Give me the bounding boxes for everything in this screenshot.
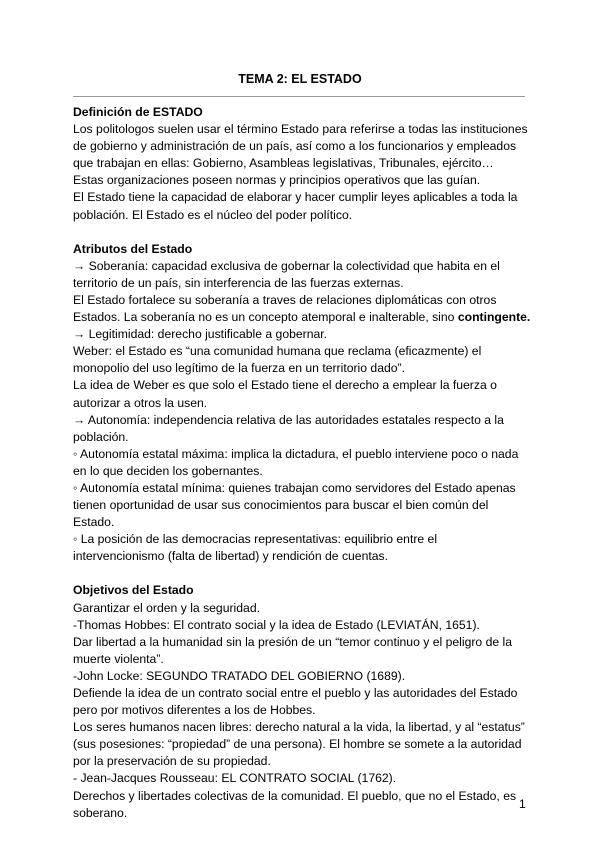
document-title: TEMA 2: EL ESTADO	[238, 72, 362, 86]
paragraph-line: Dar libertad a la humanidad sin la presión de un “temor continuo y el peligro de la	[73, 634, 513, 649]
paragraph-line: El Estado fortalece su soberanía a traves de relaciones diplomáticas con otros	[73, 292, 497, 307]
paragraph-line: → Soberanía: capacidad exclusiva de gobernar la colectividad que habita en el	[73, 258, 500, 273]
page-number: 1	[519, 797, 526, 811]
paragraph-line: pero por motivos diferentes a los de Hobbes.	[73, 703, 316, 718]
paragraph-line: que trabajan en ellas: Gobierno, Asambleas legislativas, Tribunales, ejército…	[73, 156, 494, 171]
paragraph-line: territorio de un país, sin interferencia de las fuerzas externas.	[73, 275, 404, 290]
section-heading-objetivos: Objetivos del Estado	[73, 583, 194, 598]
section-gap	[73, 224, 533, 241]
document-body	[73, 104, 533, 822]
line-text: Estados. La soberanía no es un concepto atemporal e inalterable, sino	[73, 310, 458, 325]
paragraph-line: Garantizar el orden y la seguridad.	[73, 600, 260, 615]
paragraph-line: muerte violenta”.	[73, 651, 164, 666]
paragraph-line: en lo que deciden los gobernantes.	[73, 463, 263, 478]
paragraph-line: por la preservación de su propiedad.	[73, 754, 271, 769]
paragraph-line: monopolio del uso legítimo de la fuerza en un territorio dado”.	[73, 361, 405, 376]
paragraph-line: soberano.	[73, 805, 128, 820]
paragraph-line: - Jean-Jacques Rousseau: EL CONTRATO SOCIAL (1762).	[73, 771, 397, 786]
paragraph-line: ◦ La posición de las democracias representativas: equilibrio entre el	[73, 532, 438, 547]
paragraph-line: El Estado tiene la capacidad de elaborar y hacer cumplir leyes aplicables a toda la	[73, 190, 518, 205]
paragraph-line: → Legitimidad: derecho justificable a gobernar.	[73, 327, 328, 342]
paragraph-line: -John Locke: SEGUNDO TRATADO DEL GOBIERNO (1689).	[73, 668, 406, 683]
title-divider	[73, 96, 525, 97]
paragraph-line: Defiende la idea de un contrato social entre el pueblo y las autoridades del Estado	[73, 686, 518, 700]
paragraph-line: población. El Estado es el núcleo del poder político.	[73, 207, 353, 222]
paragraph-line: Los politologos suelen usar el término Estado para referirse a todas las instituciones	[73, 122, 528, 137]
section-heading-definicion: Definición de ESTADO	[73, 105, 203, 119]
paragraph-line: Estas organizaciones poseen normas y principios operativos que las guían.	[73, 173, 481, 188]
paragraph-line: (sus posesiones: “propiedad” de una persona). El hombre se somete a la autoridad	[73, 737, 522, 752]
paragraph-line: ◦ Autonomía estatal máxima: implica la dictadura, el pueblo interviene poco o nada	[73, 446, 519, 461]
paragraph-line: intervencionismo (falta de libertad) y rendición de cuentas.	[73, 549, 389, 564]
paragraph-line: tienen oportunidad de usar sus conocimientos para buscar el bien común del	[73, 498, 489, 513]
paragraph-line: autorizar a otros la usen.	[73, 395, 208, 410]
paragraph-line: población.	[73, 429, 129, 444]
paragraph-line: de gobierno y administración de un país, así como a los funcionarios y empleados	[73, 139, 517, 154]
paragraph-line: Derechos y libertades colectivas de la comunidad. El pueblo, que no el Estado, es	[73, 788, 517, 803]
paragraph-line: Estado.	[73, 515, 115, 530]
section-heading-atributos: Atributos del Estado	[73, 241, 193, 256]
paragraph-line: La idea de Weber es que solo el Estado tiene el derecho a emplear la fuerza o	[73, 378, 497, 393]
section-gap	[73, 565, 533, 582]
paragraph-line: ◦ Autonomía estatal mínima: quienes trabajan como servidores del Estado apenas	[73, 480, 516, 495]
paragraph-line: Los seres humanos nacen libres: derecho natural a la vida, la libertad, y al “estatus”	[73, 720, 525, 735]
paragraph-line: -Thomas Hobbes: El contrato social y la idea de Estado (LEVIATÁN, 1651).	[73, 617, 480, 632]
bold-word: contingente.	[457, 310, 531, 325]
paragraph-line: → Autonomía: independencia relativa de las autoridades estatales respecto a la	[73, 412, 504, 427]
paragraph-line: Weber: el Estado es “una comunidad humana que reclama (eficazmente) el	[73, 344, 482, 359]
paragraph-line-contingente	[73, 309, 533, 326]
